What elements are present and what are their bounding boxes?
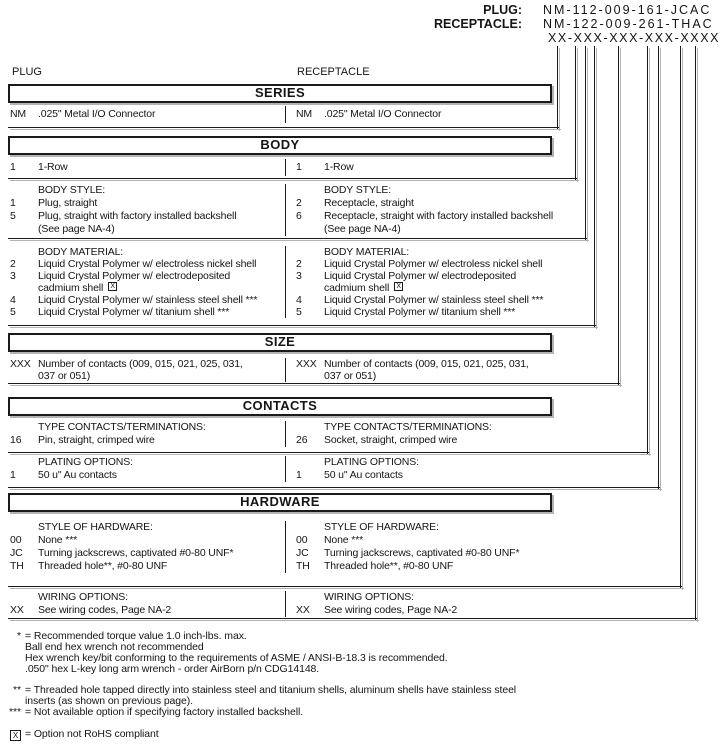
section-header-size: SIZE <box>8 333 552 352</box>
group-heading <box>8 456 285 469</box>
heading-text: TYPE CONTACTS/TERMINATIONS: <box>38 421 206 433</box>
option-code: 26 <box>296 434 308 446</box>
heading-text: BODY STYLE: <box>38 184 106 196</box>
option-code: 1 <box>10 161 16 173</box>
footnote-text: = Recommended torque value 1.0 inch-lbs. max. <box>25 630 247 642</box>
connector-line-plating <box>658 46 659 489</box>
option-text: Pin, straight, crimped wire <box>38 434 155 446</box>
connector-line-series <box>557 46 558 129</box>
footnote-text: = Threaded hole tapped directly into stainless steel and titanium shells, aluminum shells have stainless steel <box>25 684 517 696</box>
series-receptacle-column <box>285 106 441 123</box>
footnote-text: = Not available option if specifying factory installed backshell. <box>25 706 304 718</box>
option-text: 037 or 051) <box>38 370 91 382</box>
list-item <box>294 270 543 282</box>
list-item <box>8 106 285 123</box>
list-item <box>294 604 457 617</box>
footnote-text: inserts (as shown on previous page). <box>25 695 193 707</box>
group-heading <box>8 184 285 197</box>
option-code: 5 <box>296 306 302 318</box>
receptacle-column-label: RECEPTACLE <box>297 66 370 78</box>
list-item <box>294 534 519 547</box>
option-code: 5 <box>10 210 16 222</box>
footnote-line <box>6 729 159 741</box>
size-receptacle-column <box>285 358 529 382</box>
option-code: 00 <box>10 534 22 546</box>
list-item <box>294 159 354 176</box>
option-text: Liquid Crystal Polymer w/ stainless steel shell *** <box>324 294 544 306</box>
receptacle-part-number-value: NM-122-009-261-THAC <box>543 17 714 31</box>
list-item <box>8 282 285 294</box>
option-code: 4 <box>296 294 302 306</box>
list-item <box>8 294 285 306</box>
option-text: 50 u" Au contacts <box>38 469 117 481</box>
rule-contact-type <box>8 452 649 453</box>
footnote-marker: *** <box>9 706 21 718</box>
plug-column-label: PLUG <box>12 66 42 78</box>
series-plug-column <box>8 106 285 123</box>
connector-line-hardware-style <box>680 46 681 588</box>
list-item <box>8 560 285 573</box>
footnote-line <box>6 707 303 718</box>
group-heading <box>294 456 419 469</box>
body-style-plug-column <box>8 184 285 236</box>
footnote-marker: ** <box>13 684 21 696</box>
not-rohs-icon: X <box>108 282 117 291</box>
option-text: See wiring codes, Page NA-2 <box>38 604 172 616</box>
section-header-hardware: HARDWARE <box>8 493 552 512</box>
list-item <box>8 604 285 617</box>
hardware-style-plug-column <box>8 521 285 573</box>
option-text: Number of contacts (009, 015, 021, 025, 031, <box>324 358 529 370</box>
heading-text: PLATING OPTIONS: <box>324 456 419 468</box>
part-number-format-mask: XX-XXX-XXX-XXX-XXXX <box>548 31 720 45</box>
option-text: Plug, straight <box>38 197 98 209</box>
footnote-text: = Option not RoHS compliant <box>25 728 159 740</box>
group-heading <box>294 421 492 434</box>
not-rohs-icon: X <box>10 730 21 741</box>
rule-body-material <box>8 325 596 326</box>
list-item <box>294 282 543 294</box>
option-text: See wiring codes, Page NA-2 <box>324 604 458 616</box>
option-code: XX <box>296 604 310 616</box>
option-text: Liquid Crystal Polymer w/ electroless nickel shell <box>38 258 257 270</box>
contact-type-receptacle-column <box>285 421 492 447</box>
heading-text: BODY MATERIAL: <box>324 246 410 258</box>
rule-series <box>8 127 559 128</box>
option-code: 1 <box>296 161 302 173</box>
size-plug-column <box>8 358 285 382</box>
heading-text: BODY MATERIAL: <box>38 246 124 258</box>
list-item <box>8 370 285 382</box>
group-heading <box>8 591 285 604</box>
body-material-plug-column <box>8 246 285 318</box>
heading-text: WIRING OPTIONS: <box>38 591 128 603</box>
plating-receptacle-column <box>285 456 419 482</box>
option-text: Socket, straight, crimped wire <box>324 434 458 446</box>
section-header-series: SERIES <box>8 84 552 103</box>
footnote-single-star <box>6 631 448 675</box>
list-item <box>8 223 285 236</box>
option-code: TH <box>10 560 24 572</box>
body-row-receptacle-column <box>285 159 354 176</box>
group-heading <box>8 246 285 258</box>
option-code: TH <box>296 560 310 572</box>
list-item <box>294 223 553 236</box>
list-item <box>294 294 543 306</box>
list-item <box>8 469 285 482</box>
option-code: 2 <box>10 258 16 270</box>
list-item <box>8 434 285 447</box>
connector-line-wiring <box>695 46 696 620</box>
option-text: Liquid Crystal Polymer w/ electrodeposited <box>38 270 231 282</box>
rule-size <box>8 383 620 384</box>
group-heading <box>8 421 285 434</box>
connector-line-body-material <box>594 46 595 327</box>
wiring-plug-column <box>8 591 285 617</box>
heading-text: PLATING OPTIONS: <box>38 456 133 468</box>
footnote-text: Ball end hex wrench not recommended <box>25 641 204 653</box>
heading-text: STYLE OF HARDWARE: <box>38 521 153 533</box>
section-header-body: BODY <box>8 136 552 155</box>
receptacle-part-number-label: RECEPTACLE: <box>434 17 522 31</box>
option-text: 1-Row <box>324 161 354 173</box>
option-code: 6 <box>296 210 302 222</box>
section-header-contacts: CONTACTS <box>8 397 552 416</box>
plating-plug-column <box>8 456 285 482</box>
footnote-marker: * <box>17 630 21 642</box>
list-item <box>294 560 519 573</box>
list-item <box>294 370 529 382</box>
group-heading <box>294 184 553 197</box>
option-text: Turning jackscrews, captivated #0-80 UNF* <box>38 547 234 559</box>
connector-line-body-row <box>575 46 576 180</box>
body-style-receptacle-column <box>285 184 553 236</box>
footnote-line <box>6 664 448 675</box>
option-code: 2 <box>296 258 302 270</box>
group-heading <box>8 521 285 534</box>
option-text: 037 or 051) <box>324 370 377 382</box>
option-text: .025" Metal I/O Connector <box>324 108 442 120</box>
group-heading <box>294 246 543 258</box>
option-code: 1 <box>296 469 302 481</box>
option-code: 1 <box>10 197 16 209</box>
group-heading <box>294 591 457 604</box>
list-item <box>8 210 285 223</box>
footnote-double-star <box>6 685 516 707</box>
option-text: Plug, straight with factory installed backshell <box>38 210 237 222</box>
option-text: Threaded hole**, #0-80 UNF <box>324 560 454 572</box>
option-code: 16 <box>10 434 22 446</box>
list-item <box>8 270 285 282</box>
connector-line-size <box>618 46 619 385</box>
option-text: Liquid Crystal Polymer w/ titanium shell *** <box>324 306 516 318</box>
list-item <box>294 469 419 482</box>
rule-hardware-style <box>8 586 682 587</box>
option-code: XXX <box>10 358 31 370</box>
heading-text: BODY STYLE: <box>324 184 392 196</box>
option-text: Threaded hole**, #0-80 UNF <box>38 560 168 572</box>
group-heading <box>294 521 519 534</box>
footnote-text: .050" hex L-key long arm wrench - order AirBorn p/n CDG14148. <box>25 663 320 675</box>
option-text: (See page NA-4) <box>38 223 115 235</box>
plug-part-number-label: PLUG: <box>483 3 522 17</box>
list-item <box>294 358 529 370</box>
option-code: 2 <box>296 197 302 209</box>
option-text: Receptacle, straight <box>324 197 414 209</box>
list-item <box>294 547 519 560</box>
body-material-receptacle-column <box>285 246 543 318</box>
rule-wiring <box>8 618 697 619</box>
option-code: 00 <box>296 534 308 546</box>
option-text: (See page NA-4) <box>324 223 401 235</box>
option-code: JC <box>10 547 23 559</box>
list-item <box>294 434 492 447</box>
option-text: Turning jackscrews, captivated #0-80 UNF* <box>324 547 520 559</box>
option-text: None *** <box>38 534 78 546</box>
list-item <box>8 197 285 210</box>
list-item <box>294 258 543 270</box>
option-text: cadmium shell <box>38 282 104 294</box>
list-item <box>8 534 285 547</box>
footnote-text: Hex wrench key/bit conforming to the requirements of ASME / ANSI-B-18.3 is recommended. <box>25 652 448 664</box>
option-code: 3 <box>296 270 302 282</box>
connector-line-contact-type <box>647 46 648 454</box>
option-text: Liquid Crystal Polymer w/ electroless nickel shell <box>324 258 543 270</box>
list-item <box>294 306 543 318</box>
option-text: Receptacle, straight with factory installed backshell <box>324 210 553 222</box>
rule-plating <box>8 487 660 488</box>
rule-body-row <box>8 178 577 179</box>
option-text: None *** <box>324 534 364 546</box>
list-item <box>8 547 285 560</box>
option-text: Liquid Crystal Polymer w/ electrodeposited <box>324 270 517 282</box>
option-code: NM <box>10 108 27 120</box>
list-item <box>8 306 285 318</box>
plug-part-number-value: NM-112-009-161-JCAC <box>543 3 712 17</box>
list-item <box>294 197 553 210</box>
heading-text: TYPE CONTACTS/TERMINATIONS: <box>324 421 492 433</box>
option-text: Number of contacts (009, 015, 021, 025, 031, <box>38 358 243 370</box>
option-text: 1-Row <box>38 161 68 173</box>
option-text: cadmium shell <box>324 282 390 294</box>
option-code: NM <box>296 108 313 120</box>
option-text: .025" Metal I/O Connector <box>38 108 156 120</box>
contact-type-plug-column <box>8 421 285 447</box>
heading-text: STYLE OF HARDWARE: <box>324 521 439 533</box>
list-item <box>8 258 285 270</box>
option-code: XX <box>10 604 24 616</box>
footnote-rohs <box>6 729 159 741</box>
option-code: 5 <box>10 306 16 318</box>
footnote-triple-star <box>6 707 303 718</box>
list-item <box>294 210 553 223</box>
option-text: Liquid Crystal Polymer w/ stainless steel shell *** <box>38 294 258 306</box>
not-rohs-icon: X <box>394 282 403 291</box>
option-code: XXX <box>296 358 317 370</box>
connector-line-body-style <box>585 46 586 240</box>
body-row-plug-column <box>8 159 285 176</box>
option-text: 50 u" Au contacts <box>324 469 403 481</box>
list-item <box>8 358 285 370</box>
option-code: 1 <box>10 469 16 481</box>
option-code: JC <box>296 547 309 559</box>
option-code: 4 <box>10 294 16 306</box>
list-item <box>294 106 441 123</box>
hardware-style-receptacle-column <box>285 521 519 573</box>
rule-body-style <box>8 238 587 239</box>
option-text: Liquid Crystal Polymer w/ titanium shell *** <box>38 306 230 318</box>
wiring-receptacle-column <box>285 591 457 617</box>
option-code: 3 <box>10 270 16 282</box>
list-item <box>8 159 285 176</box>
heading-text: WIRING OPTIONS: <box>324 591 414 603</box>
